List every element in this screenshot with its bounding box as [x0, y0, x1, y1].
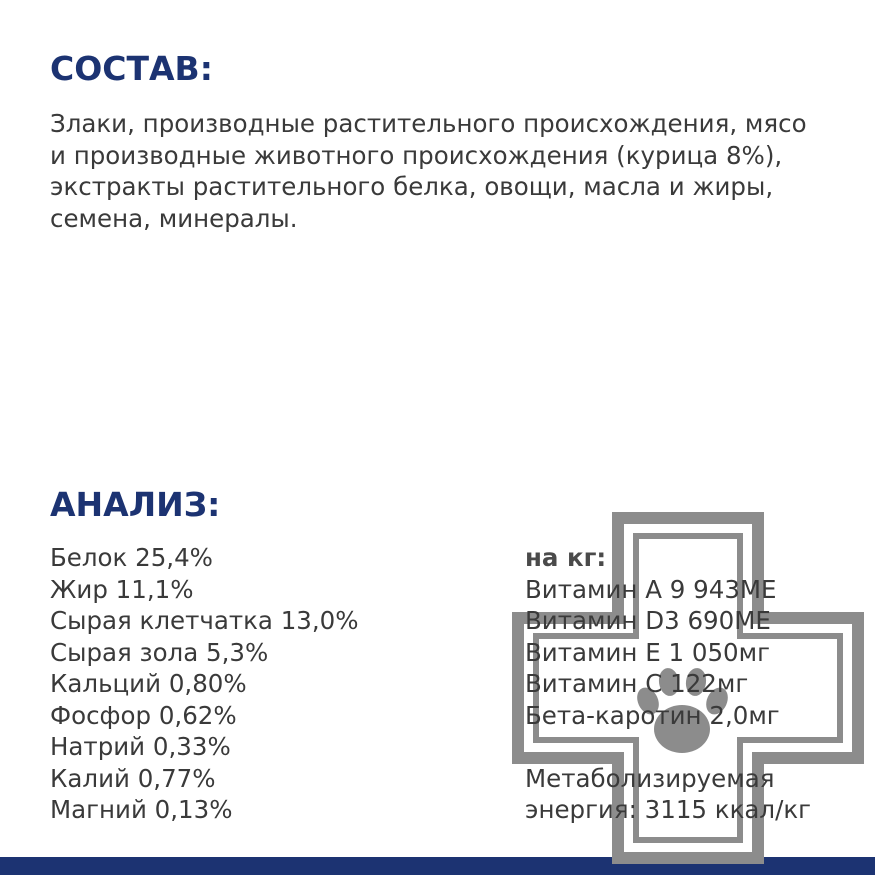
analysis-item: Магний 0,13% — [50, 795, 233, 824]
vitamin-item: Витамин A 9 943МЕ — [525, 574, 777, 604]
composition-heading: СОСТАВ: — [50, 49, 213, 88]
analysis-item: Сырая зола 5,3% — [50, 637, 269, 667]
analysis-item: Натрий 0,33% — [50, 732, 231, 761]
vitamin-item: Витамин C 122мг — [525, 669, 749, 698]
analysis-heading: АНАЛИЗ: — [50, 485, 221, 524]
composition-line: Злаки, производные растительного происхождения, мясо — [50, 109, 807, 138]
analysis-list — [50, 542, 359, 826]
per-kg-label: на кг: — [525, 543, 607, 572]
composition-line: и производные животного происхождения (курица 8%), — [50, 140, 783, 170]
vitamin-item: Витамин D3 690МЕ — [525, 606, 771, 635]
vitamin-item: Бета-каротин 2,0мг — [525, 700, 780, 730]
energy-line: Метаболизируемая — [525, 763, 775, 793]
analysis-item: Фосфор 0,62% — [50, 700, 237, 730]
vitamins-block — [525, 542, 811, 826]
composition-line: семена, минералы. — [50, 203, 298, 233]
analysis-item: Белок 25,4% — [50, 543, 213, 572]
energy-line: энергия: 3115 ккал/кг — [525, 795, 811, 824]
composition-line: экстракты растительного белка, овощи, масла и жиры, — [50, 172, 774, 201]
analysis-item: Жир 11,1% — [50, 574, 194, 604]
vitamin-item: Витамин E 1 050мг — [525, 637, 770, 667]
analysis-item: Кальций 0,80% — [50, 669, 247, 698]
spacer — [525, 731, 811, 763]
analysis-item: Калий 0,77% — [50, 763, 216, 793]
analysis-item: Сырая клетчатка 13,0% — [50, 606, 359, 635]
composition-text — [50, 108, 840, 234]
